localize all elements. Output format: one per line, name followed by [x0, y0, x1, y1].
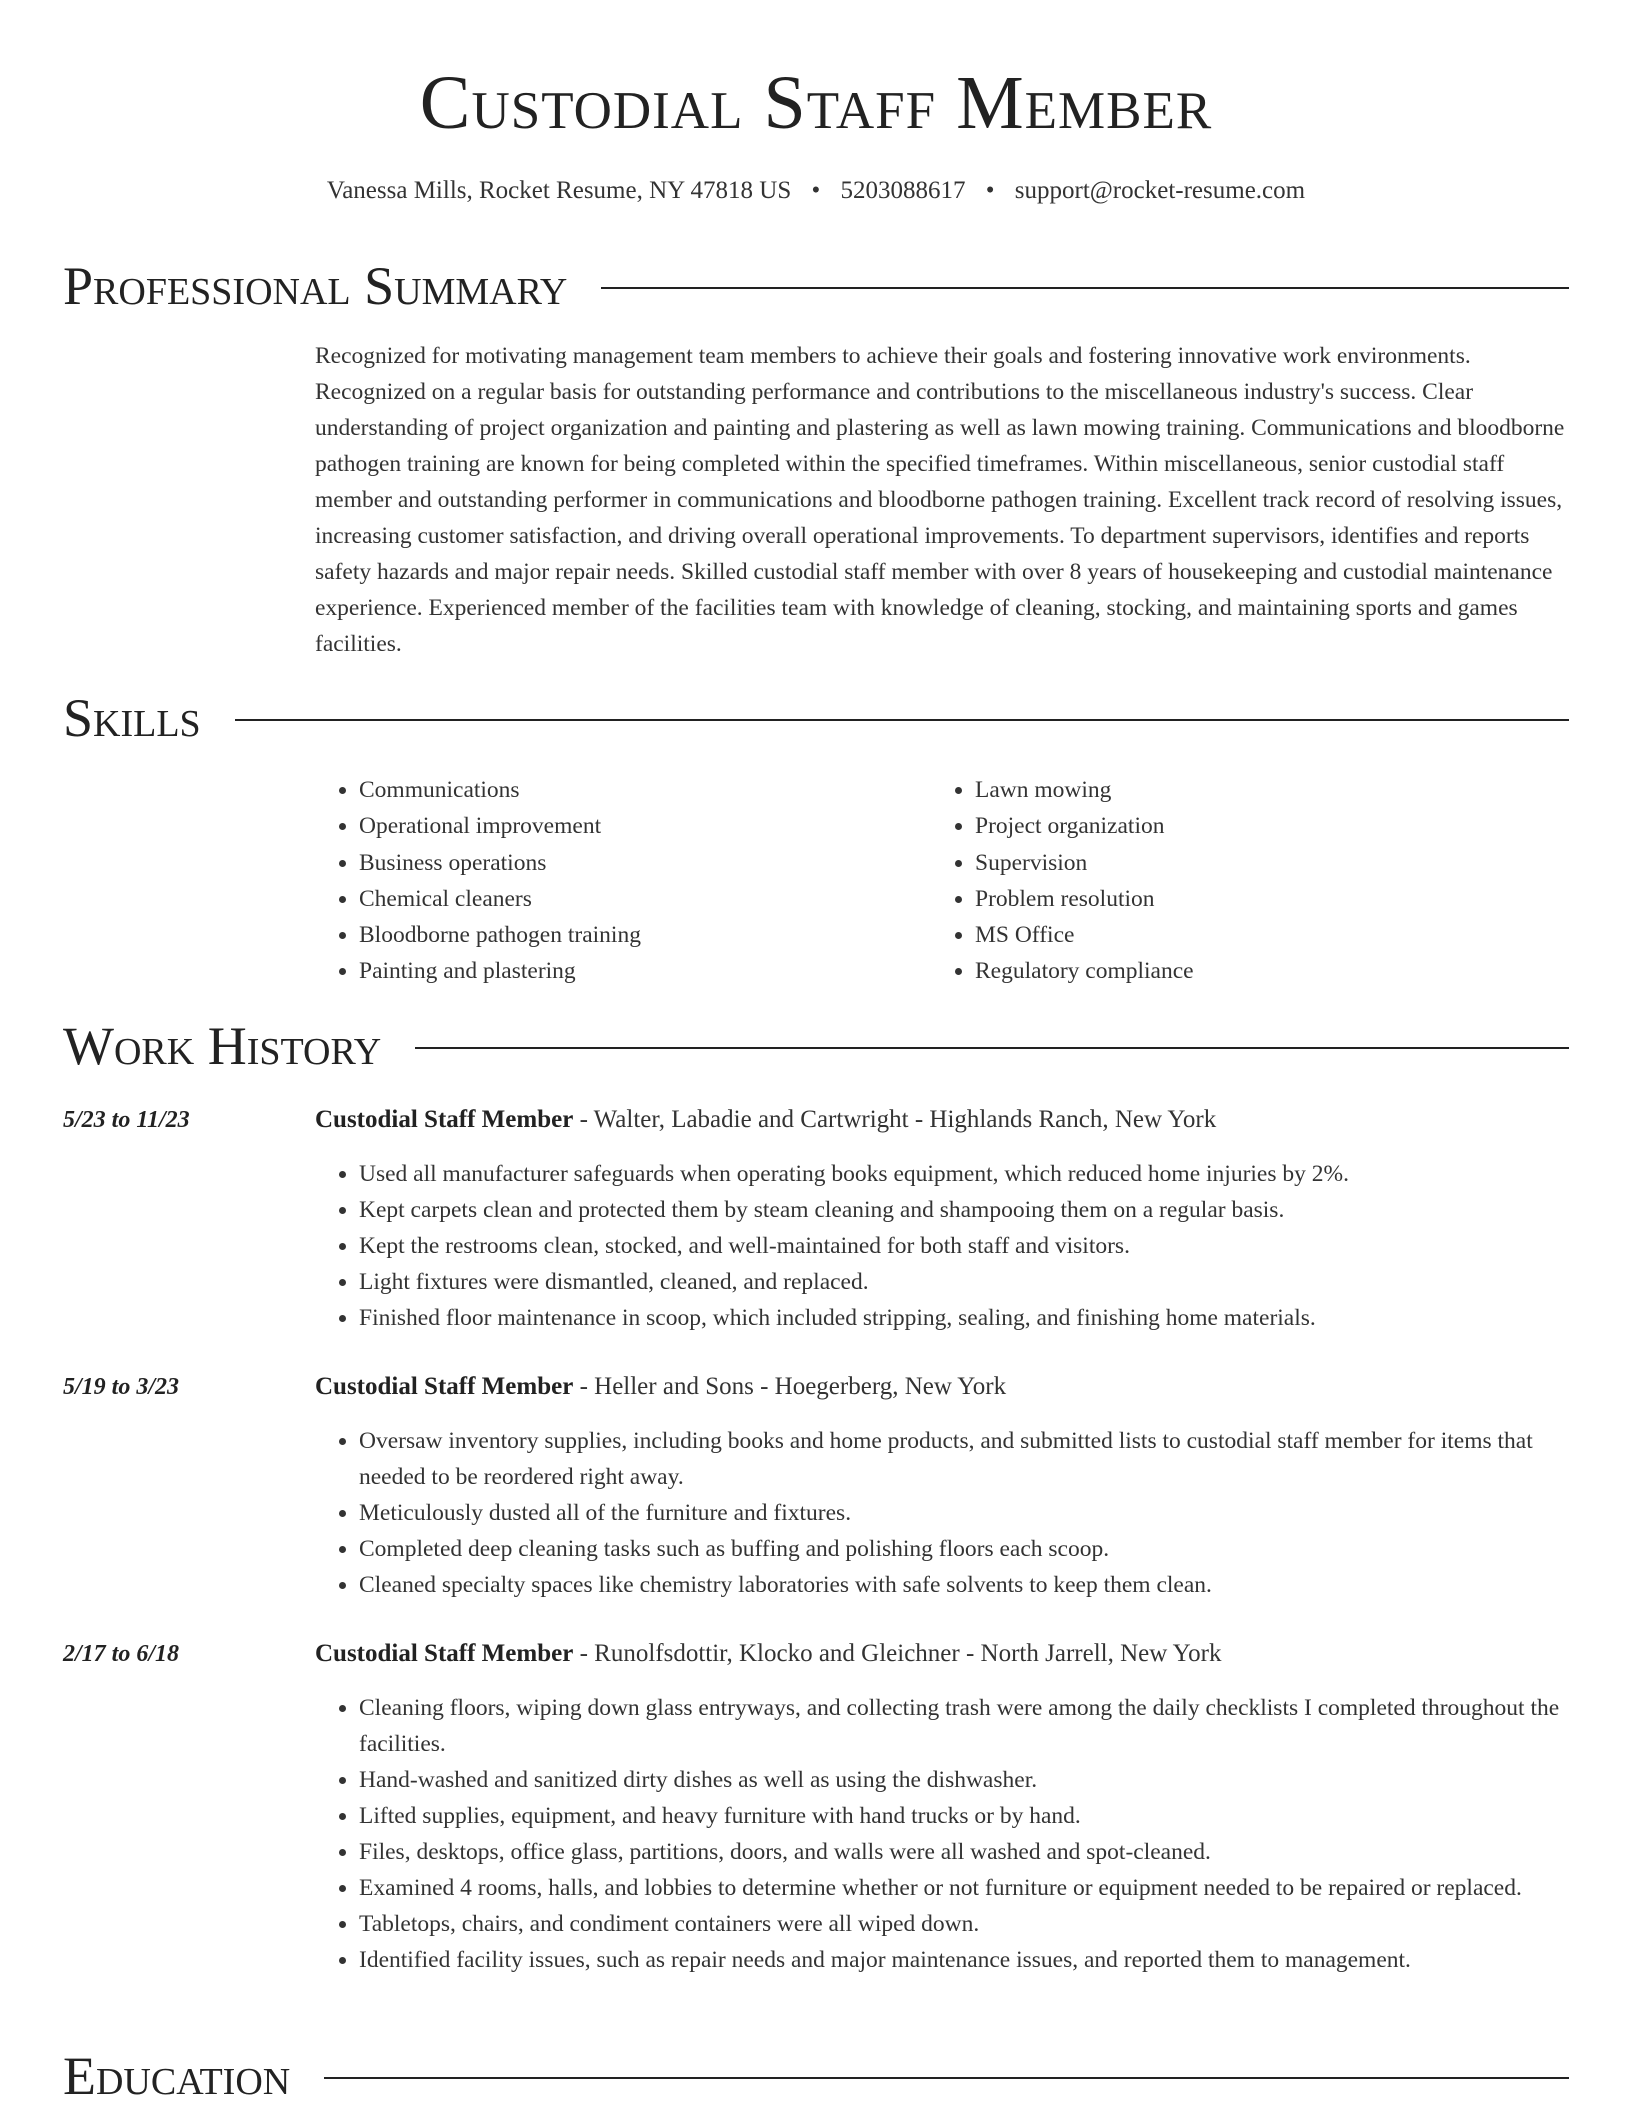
skills-heading: Skills: [63, 688, 201, 748]
education-section-header: [63, 2046, 1569, 2106]
duty-item: • Light fixtures were dismantled, cleaned, and replaced.: [359, 1264, 1569, 1300]
skill-item: • Communications: [359, 772, 641, 808]
contact-email: support@rocket-resume.com: [1014, 177, 1306, 204]
skill-item: • Project organization: [975, 808, 1194, 844]
duty-item: • Completed deep cleaning tasks such as buffing and polishing floors each scoop.: [359, 1531, 1569, 1567]
duty-item: • Oversaw inventory supplies, including books and home products, and submitted lists to custodial staff member for items that needed to be reordered right away.: [359, 1423, 1569, 1495]
contact-separator: •: [985, 177, 995, 204]
skill-item: • Business operations: [359, 845, 641, 881]
skill-item: • Problem resolution: [975, 881, 1194, 917]
job-heading: [315, 1102, 1216, 1138]
duty-item: • Identified facility issues, such as repair needs and major maintenance issues, and reported them to management.: [359, 1942, 1569, 1978]
work-heading: Work History: [63, 1016, 382, 1076]
job-dates: 5/19 to 3/23: [63, 1374, 180, 1400]
skill-item: • Bloodborne pathogen training: [359, 917, 641, 953]
education-heading: Education: [63, 2046, 291, 2106]
resume-title: Custodial Staff Member: [419, 61, 1213, 145]
contact-line: [0, 174, 1632, 208]
duty-item: • Finished floor maintenance in scoop, which included stripping, sealing, and finishing home materials.: [359, 1300, 1569, 1336]
summary-section-header: [63, 256, 1569, 316]
contact-phone: 5203088617: [840, 177, 966, 204]
skill-item: • Chemical cleaners: [359, 881, 641, 917]
job-employer: - Runolfsdottir, Klocko and Gleichner - North Jarrell, New York: [573, 1640, 1222, 1667]
job-heading: [315, 1636, 1222, 1672]
duty-item: • Tabletops, chairs, and condiment containers were all wiped down.: [359, 1906, 1569, 1942]
summary-heading: Professional Summary: [63, 256, 568, 316]
duty-item: • Examined 4 rooms, halls, and lobbies to determine whether or not furniture or equipment needed to be repaired or replaced.: [359, 1870, 1569, 1906]
job-title: Custodial Staff Member: [315, 1373, 574, 1400]
job-dates: 5/23 to 11/23: [63, 1107, 190, 1133]
job-duties: [315, 1156, 1569, 1336]
job-duties: [315, 1423, 1569, 1603]
skills-list-left: [315, 772, 641, 990]
section-divider: [324, 2077, 1569, 2079]
job-heading: [315, 1369, 1006, 1405]
duty-item: • Cleaned specialty spaces like chemistry laboratories with safe solvents to keep them clean.: [359, 1567, 1569, 1603]
duty-item: • Hand-washed and sanitized dirty dishes as well as using the dishwasher.: [359, 1762, 1569, 1798]
section-divider: [235, 719, 1569, 721]
section-divider: [601, 287, 1569, 289]
duty-item: • Kept the restrooms clean, stocked, and well-maintained for both staff and visitors.: [359, 1228, 1569, 1264]
job-title: Custodial Staff Member: [315, 1640, 574, 1667]
skill-item: • MS Office: [975, 917, 1194, 953]
skill-item: • Lawn mowing: [975, 772, 1194, 808]
contact-separator: •: [811, 177, 821, 204]
job-employer: - Heller and Sons - Hoegerberg, New York: [573, 1373, 1007, 1400]
skills-list-right: [931, 772, 1194, 990]
duty-item: • Used all manufacturer safeguards when operating books equipment, which reduced home injuries by 2%.: [359, 1156, 1569, 1192]
skill-item: • Supervision: [975, 845, 1194, 881]
skill-item: • Painting and plastering: [359, 953, 641, 989]
job-duties: [315, 1690, 1569, 1978]
skill-item: • Regulatory compliance: [975, 953, 1194, 989]
work-section-header: [63, 1016, 1569, 1076]
job-title: Custodial Staff Member: [315, 1106, 574, 1133]
job-dates: 2/17 to 6/18: [63, 1641, 180, 1667]
summary-text: Recognized for motivating management team members to achieve their goals and fostering innovative work environments. Recognized on a regular basis for outstanding performance and contributions to the miscellaneous industry's success. Clear understanding of project organization and painting and plastering as well as lawn mowing training. Communications and bloodborne pathogen training are known for being completed within the specified timeframes. Within miscellaneous, senior custodial staff member and outstanding performer in communications and bloodborne pathogen training. Excellent track record of resolving issues, increasing customer satisfaction, and driving overall operational improvements. To department supervisors, identifies and reports safety hazards and major repair needs. Skilled custodial staff member with over 8 years of housekeeping and custodial maintenance experience. Experienced member of the facilities team with knowledge of cleaning, stocking, and maintaining sports and games facilities.: [315, 343, 1565, 657]
skills-section-header: [63, 688, 1569, 748]
duty-item: • Files, desktops, office glass, partitions, doors, and walls were all washed and spot-cleaned.: [359, 1834, 1569, 1870]
duty-item: • Kept carpets clean and protected them by steam cleaning and shampooing them on a regular basis.: [359, 1192, 1569, 1228]
contact-address: Vanessa Mills, Rocket Resume, NY 47818 US: [326, 177, 792, 204]
skill-item: • Operational improvement: [359, 808, 641, 844]
duty-item: • Cleaning floors, wiping down glass entryways, and collecting trash were among the daily checklists I completed throughout the facilities.: [359, 1690, 1569, 1762]
duty-item: • Lifted supplies, equipment, and heavy furniture with hand trucks or by hand.: [359, 1798, 1569, 1834]
duty-item: • Meticulously dusted all of the furniture and fixtures.: [359, 1495, 1569, 1531]
section-divider: [415, 1047, 1569, 1049]
job-employer: - Walter, Labadie and Cartwright - Highlands Ranch, New York: [573, 1106, 1217, 1133]
